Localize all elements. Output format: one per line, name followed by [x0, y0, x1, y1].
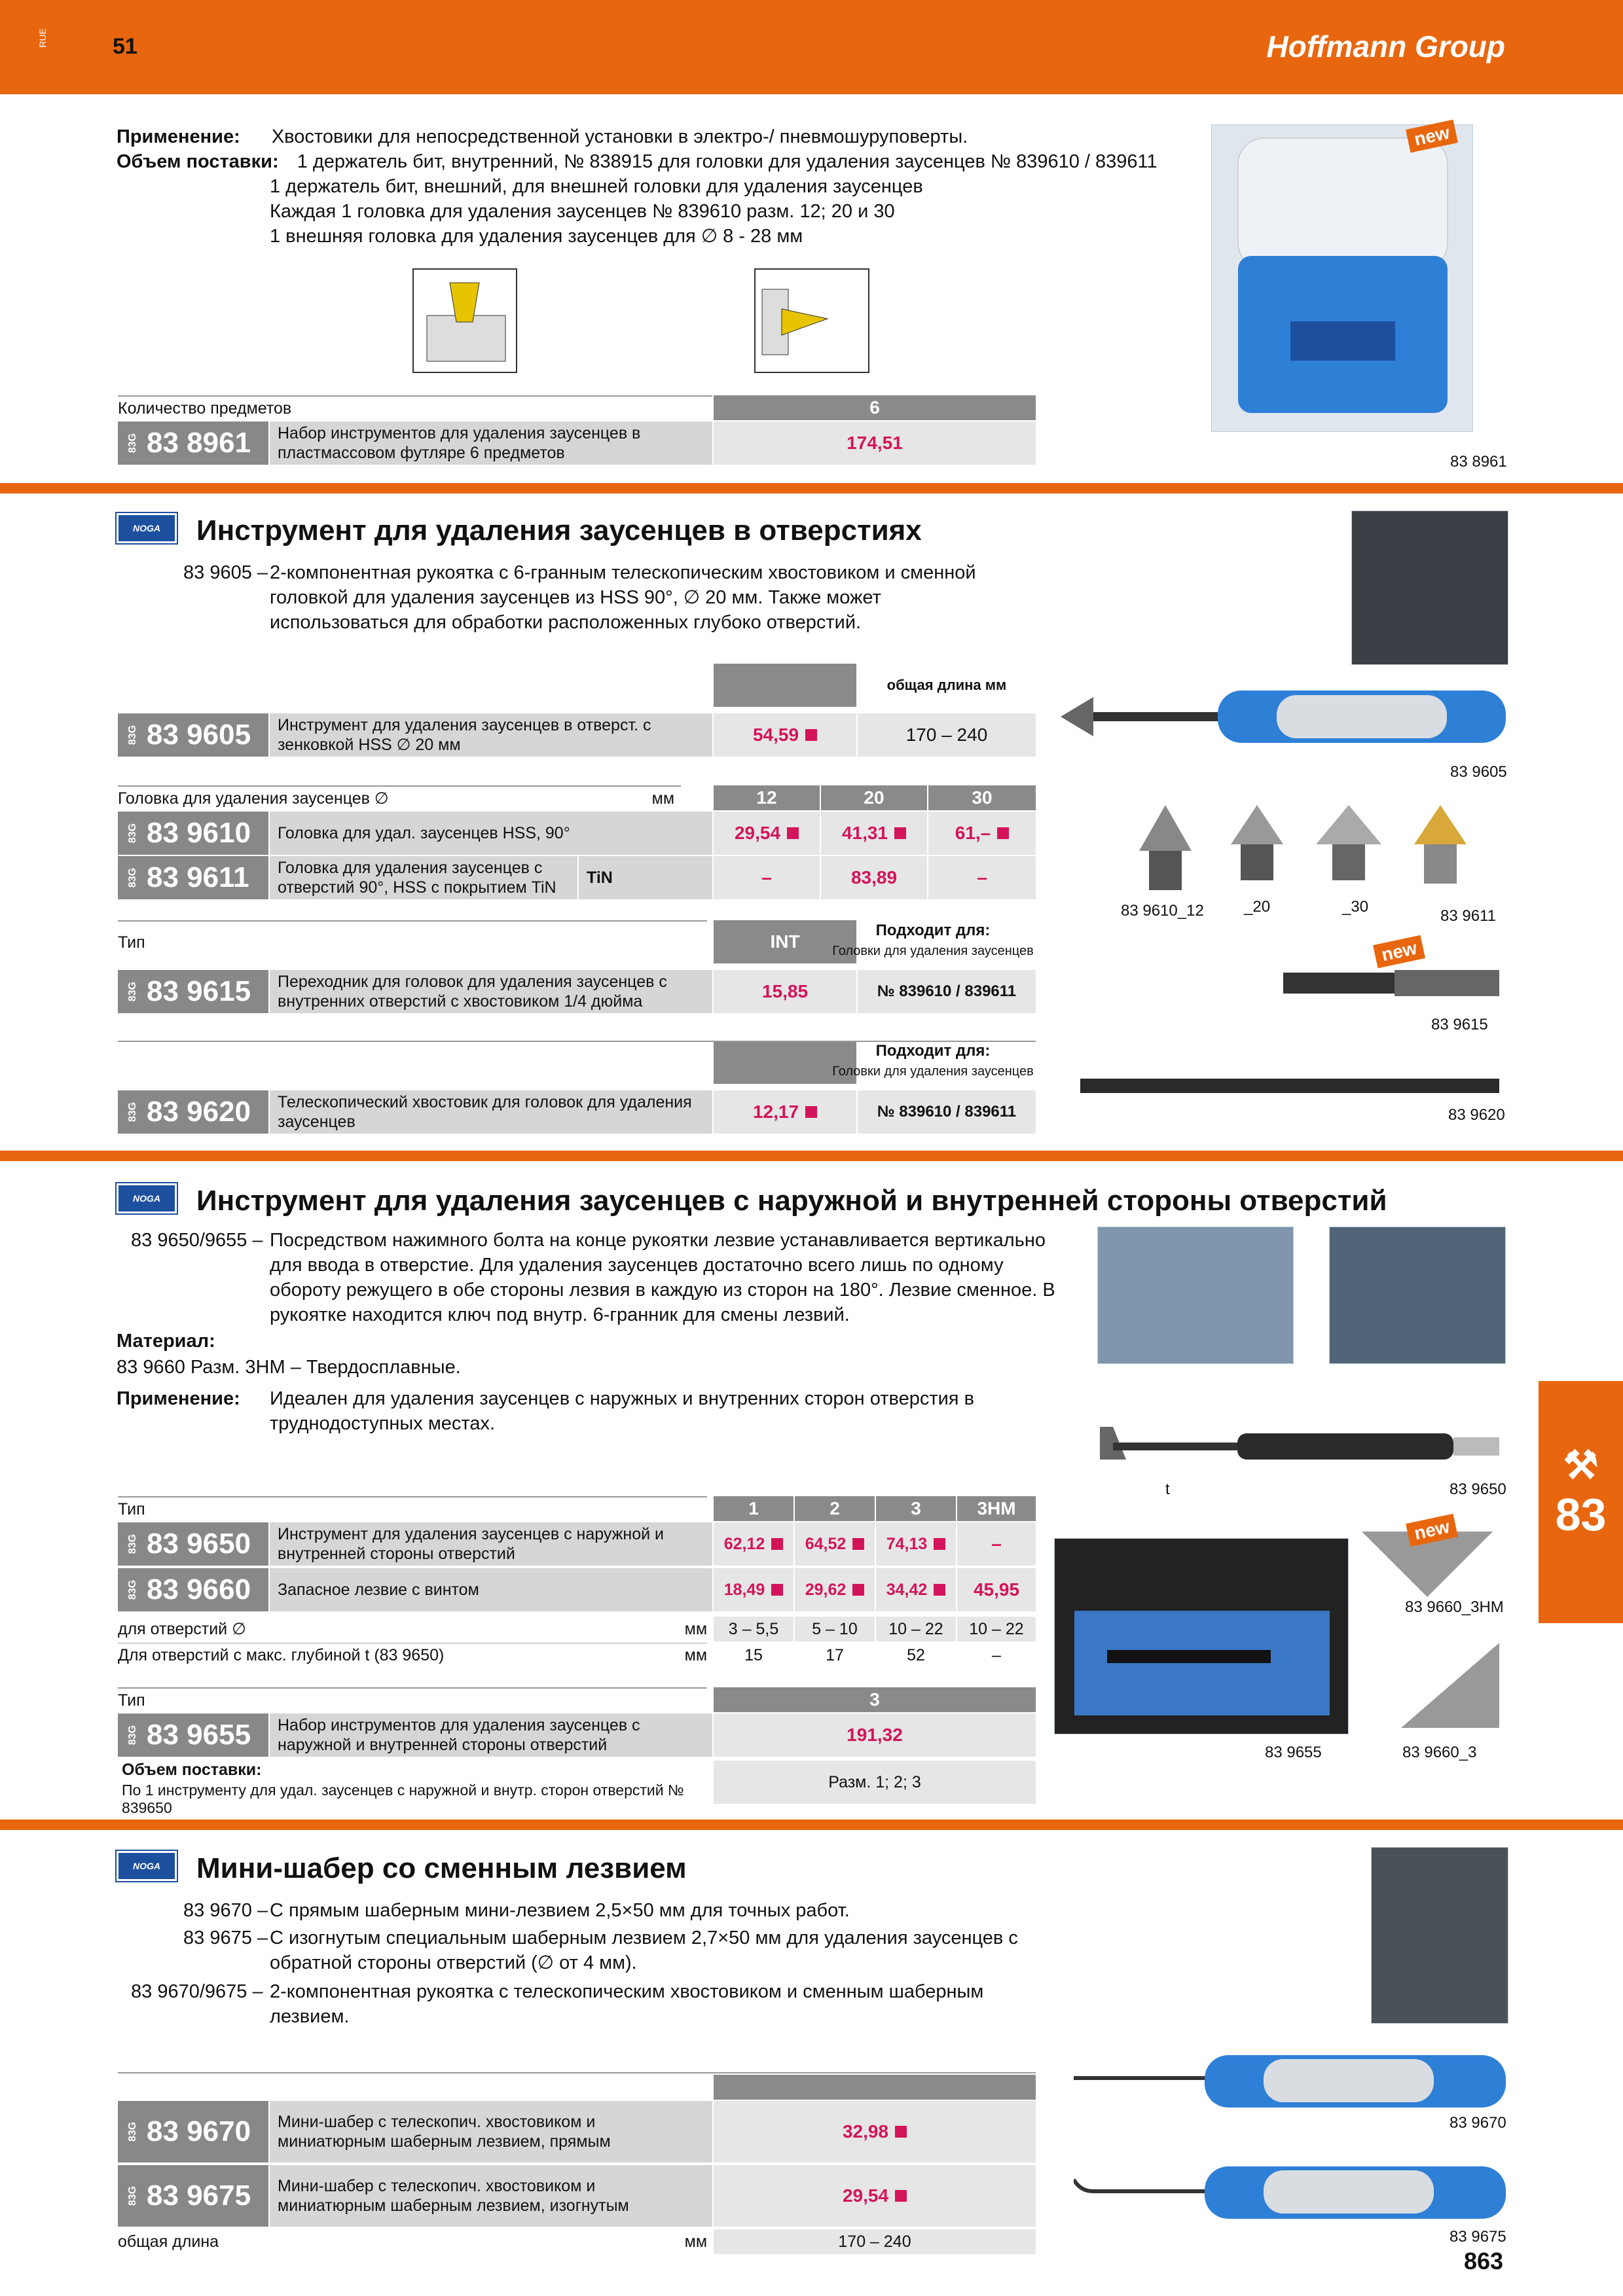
caption-839670: 83 9670 — [1450, 2114, 1506, 2132]
s2-intro-num: 83 9605 – — [183, 562, 268, 583]
len-839605: 170 – 240 — [858, 713, 1036, 757]
product-839620-image — [1080, 1076, 1499, 1096]
usage-photo-2 — [1097, 1227, 1294, 1364]
s1-scope: Объем поставки: 1 держатель бит, внутренний, № 838915 для головки для удаления заусенцев № 839610 / 839611 — [117, 151, 1158, 172]
article-839615[interactable]: 83G 83 9615 — [118, 970, 268, 1013]
caption-839615: 83 9615 — [1431, 1016, 1488, 1033]
article-839675[interactable]: 83G 83 9675 — [118, 2165, 268, 2227]
caption-839620: 83 9620 — [1448, 1106, 1505, 1124]
s4-l2n: 83 9675 – — [183, 1928, 268, 1948]
s2-intro: 2-компонентная рукоятка с 6-гранным телескопическим хвостовиком и сменной головкой для удаления заусенцев из HSS 90°, ∅ 20 мм. Также может использоваться для обработки расположенных глубоко отверстий. — [270, 562, 976, 633]
fit-839615: № 839610 / 839611 — [858, 970, 1036, 1013]
inner-holder-diagram — [412, 268, 517, 373]
s3-app-label: Применение: — [117, 1388, 240, 1409]
desc-839655: Набор инструментов для удаления заусенцев с наружной и внутренней стороны отверстий — [270, 1713, 712, 1757]
s3-app-text: Идеален для удаления заусенцев с наружных и внутренних сторон отверстия в труднодоступных местах. — [270, 1388, 974, 1434]
price-839620: 12,17 — [714, 1090, 856, 1134]
s1-scope-2: 1 держатель бит, внешний, для внешней головки для удаления заусенцев — [270, 176, 923, 197]
s3-title: Инструмент для удаления заусенцев с наружной и внутренней стороны отверстий — [196, 1185, 1387, 1217]
depth-4: – — [992, 1645, 1001, 1664]
divider-3 — [0, 1820, 1623, 1830]
price-839605: 54,59 — [714, 713, 856, 757]
qty-label: Количество предметов — [118, 395, 712, 420]
divider-1 — [0, 483, 1623, 493]
s1-scope-3: Каждая 1 головка для удаления заусенцев № 839610 разм. 12; 20 и 30 — [270, 201, 895, 222]
s1-scope-4: 1 внешняя головка для удаления заусенцев для ∅ 8 - 28 мм — [270, 226, 803, 247]
s3-scope-v: Разм. 1; 2; 3 — [714, 1761, 1036, 1804]
price-838961: 174,51 — [714, 422, 1036, 465]
rule — [118, 1041, 1036, 1042]
article-839611[interactable]: 83G 83 9611 — [118, 856, 268, 899]
fits-sub: Головки для удаления заусенцев — [832, 944, 1034, 958]
len-head: общая длина мм — [886, 677, 1007, 693]
price-839655: 191,32 — [714, 1713, 1036, 1757]
caption-30: _30 — [1342, 898, 1369, 916]
p-839650-3: 74,13 — [876, 1522, 956, 1566]
product-839605-image — [1054, 681, 1512, 753]
brand-logo: Hoffmann Group — [1266, 29, 1505, 63]
depth-3: 52 — [907, 1645, 925, 1664]
set-col: 3 — [714, 1687, 1036, 1712]
s4-l2: С изогнутым специальным шаберным лезвием 2,7×50 мм для удаления заусенцев с обратной стороны отверстий (∅ от 4 мм). — [270, 1928, 1018, 1973]
s2-title: Инструмент для удаления заусенцев в отверстиях — [196, 514, 922, 547]
new-badge: new — [1406, 120, 1458, 153]
desc-839670: Мини-шабер с телескопич. хвостовиком и миниатюрным шаберным лезвием, прямым — [270, 2101, 712, 2162]
s4-title: Мини-шабер со сменным лезвием — [196, 1852, 687, 1884]
price-839611-12: – — [714, 856, 820, 899]
product-839655-case — [1054, 1538, 1349, 1734]
depth-2: 17 — [826, 1645, 844, 1664]
article-839655[interactable]: 83G 83 9655 — [118, 1713, 268, 1757]
caption-839610-12: 83 9610_12 — [1121, 902, 1204, 920]
s4-l3n: 83 9670/9675 – — [131, 1981, 263, 2002]
caption-839675: 83 9675 — [1450, 2228, 1506, 2246]
new-badge-2: new — [1373, 935, 1425, 969]
fits-head: Подходит для: — [875, 922, 991, 939]
price-839610-20: 41,31 — [821, 812, 927, 855]
side-code: RUE — [37, 28, 48, 48]
t-dimension: t — [1165, 1480, 1170, 1498]
usage-photo-3 — [1329, 1227, 1506, 1364]
price-839610-12: 29,54 — [714, 812, 820, 855]
size-20: 20 — [821, 785, 927, 810]
fits-sub-2: Головки для удаления заусенцев — [832, 1064, 1034, 1079]
s3-type: Тип — [118, 1496, 707, 1521]
mat-text: 83 9660 Разм. 3HM – Твердосплавные. — [117, 1357, 461, 1378]
product-838961-image — [1211, 124, 1473, 432]
price-839670: 32,98 — [714, 2101, 1036, 2162]
mat-label: Материал: — [117, 1331, 215, 1352]
s3-intro-num: 83 9650/9655 – — [131, 1230, 263, 1251]
article-839620[interactable]: 83G 83 9620 — [118, 1090, 268, 1134]
price-839610-30: 61,– — [928, 812, 1036, 855]
noga-logo-3: NOGA — [117, 1851, 177, 1881]
product-839670-image — [1074, 2042, 1512, 2114]
dia-2: 5 – 10 — [795, 1617, 875, 1641]
outer-holder-diagram — [754, 268, 869, 373]
article-839660[interactable]: 83G 83 9660 — [118, 1568, 268, 1611]
caption-839611: 83 9611 — [1440, 907, 1496, 925]
dia-3: 10 – 22 — [876, 1617, 956, 1641]
p-839650-1: 62,12 — [714, 1522, 793, 1566]
head-size-label: Головка для удаления заусенцев ∅ мм — [118, 785, 681, 810]
noga-logo: NOGA — [117, 513, 177, 543]
article-839610[interactable]: 83G 83 9610 — [118, 812, 268, 855]
p-839660-3: 34,42 — [876, 1568, 956, 1611]
article-838961[interactable]: 83G 83 8961 — [118, 422, 268, 465]
caption-839660-3: 83 9660_3 — [1402, 1744, 1477, 1761]
desc-839675: Мини-шабер с телескопич. хвостовиком и миниатюрным шаберным лезвием, изогнутым — [270, 2165, 712, 2227]
col-2: 2 — [795, 1496, 875, 1521]
col-3: 3 — [876, 1496, 956, 1521]
s4-len-value: 170 – 240 — [714, 2229, 1036, 2254]
chapter-tab[interactable]: ⚒ 83 — [1539, 1381, 1623, 1623]
col-1: 1 — [714, 1496, 793, 1521]
caption-839605: 83 9605 — [1450, 763, 1507, 781]
dia-4: 10 – 22 — [957, 1617, 1036, 1641]
price-839611-20: 83,89 — [821, 856, 927, 899]
col-3hm: 3HM — [957, 1496, 1036, 1521]
rule-2 — [118, 2072, 1036, 2073]
desc-839660: Запасное лезвие с винтом — [270, 1568, 712, 1611]
p-839660-4: 45,95 — [957, 1568, 1036, 1611]
product-839615-image — [1283, 963, 1499, 1003]
product-839675-image — [1074, 2153, 1512, 2225]
s3-scope-label: Объем поставки: — [122, 1761, 262, 1779]
divider-2 — [0, 1151, 1623, 1161]
s4-l1n: 83 9670 – — [183, 1900, 268, 1921]
size-30: 30 — [928, 785, 1036, 810]
qty-value: 6 — [714, 395, 1036, 420]
heads-images — [1126, 798, 1493, 897]
price-839675: 29,54 — [714, 2165, 1036, 2227]
depth-1: 15 — [744, 1645, 763, 1664]
int-head: INT — [714, 920, 856, 963]
depth-label: Для отверстий с макс. глубиной t (83 9650) мм — [118, 1643, 707, 1668]
desc-839650: Инструмент для удаления заусенцев с наружной и внутренней стороны отверстий — [270, 1522, 712, 1566]
dia-1: 3 – 5,5 — [714, 1617, 793, 1641]
price-839615: 15,85 — [714, 970, 856, 1013]
article-839605[interactable]: 83G 83 9605 — [118, 713, 268, 757]
caption-839660-3hm: 83 9660_3HM — [1405, 1598, 1504, 1616]
s2-blank-head — [714, 664, 856, 707]
caption-20: _20 — [1244, 898, 1271, 916]
p-839660-2: 29,62 — [795, 1568, 875, 1611]
article-839670[interactable]: 83G 83 9670 — [118, 2101, 268, 2162]
s4-l3: 2-компонентная рукоятка с телескопическим хвостовиком и сменным шаберным лезвием. — [270, 1981, 984, 2027]
caption-839650: 83 9650 — [1450, 1480, 1506, 1498]
desc-839615: Переходник для головок для удаления заусенцев с внутренних отверстий с хвостовиком 1/4 дюйма — [270, 970, 712, 1013]
noga-logo-2: NOGA — [117, 1183, 177, 1213]
type-label: Тип — [118, 920, 707, 963]
p-839660-1: 18,49 — [714, 1568, 793, 1611]
dia-label: для отверстий ∅ мм — [118, 1619, 707, 1638]
desc-839610: Головка для удал. заусенцев HSS, 90° — [270, 812, 712, 855]
tin-label: TiN — [579, 856, 712, 899]
s3-intro: Посредством нажимного болта на конце рукоятки лезвие устанавливается вертикально для ввода в отверстие. Для удаления заусенцев достаточно всего лишь по одному обороту режущего в обе стороны лезвия в каждую из сторон на 180°. Лезвие сменное. В рукоятке находится ключ под внутр. 6-гранник для смены лезвий. — [270, 1230, 1055, 1325]
blade-3-image — [1401, 1643, 1499, 1728]
fit-839620: № 839610 / 839611 — [858, 1090, 1036, 1134]
caption-838961: 83 8961 — [1450, 453, 1507, 471]
caption-839655: 83 9655 — [1265, 1744, 1322, 1761]
article-839650[interactable]: 83G 83 9650 — [118, 1522, 268, 1566]
usage-photo-1 — [1351, 511, 1508, 665]
usage-photo-4 — [1371, 1847, 1508, 2024]
s4-head — [714, 2075, 1036, 2100]
p-839650-4: – — [957, 1522, 1036, 1566]
s4-l1: С прямым шаберным мини-лезвием 2,5×50 мм для точных работ. — [270, 1900, 850, 1921]
price-839611-30: – — [928, 856, 1036, 899]
s3-type-2: Тип — [118, 1687, 707, 1712]
desc-839611: Головка для удаления заусенцев с отверстий 90°, HSS с покрытием TiN — [270, 856, 577, 899]
p-839650-2: 64,52 — [795, 1522, 875, 1566]
fits-head-2: Подходит для: — [875, 1042, 991, 1060]
s3-scope: По 1 инструменту для удал. заусенцев с наружной и внутр. сторон отверстий № 839650 — [122, 1782, 684, 1816]
new-badge-3: new — [1406, 1514, 1458, 1547]
product-839650-image — [1087, 1420, 1506, 1486]
page-number-bottom: 863 — [1464, 2248, 1504, 2274]
s4-len-label: общая длина мм — [118, 2232, 707, 2251]
page-number: 51 — [113, 34, 137, 59]
desc-839620: Телескопический хвостовик для головок для удаления заусенцев — [270, 1090, 712, 1134]
desc-839605: Инструмент для удаления заусенцев в отверст. с зенковкой HSS ∅ 20 мм — [270, 713, 712, 757]
size-12: 12 — [714, 785, 820, 810]
s1-application: Применение: Хвостовики для непосредственной установки в электро-/ пневмошуруповерты. — [117, 126, 968, 147]
desc-838961: Набор инструментов для удаления заусенцев в пластмассовом футляре 6 предметов — [270, 422, 712, 465]
